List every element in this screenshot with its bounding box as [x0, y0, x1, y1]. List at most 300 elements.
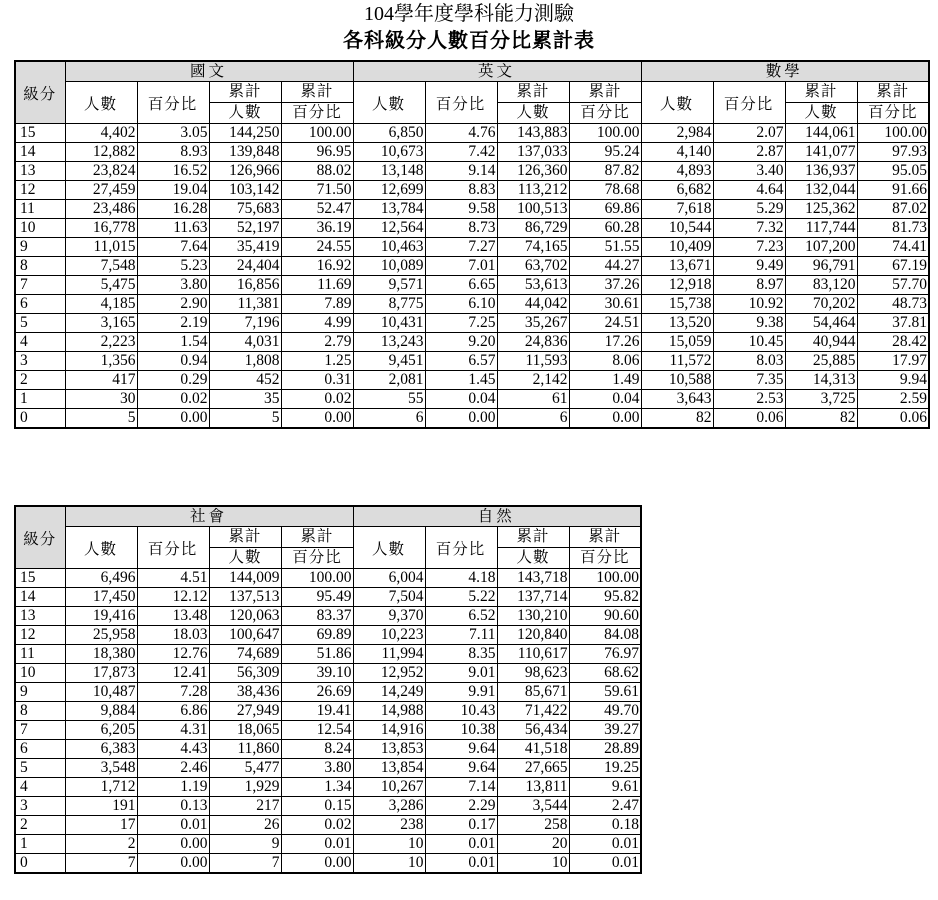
cumulative-count-cell: 107,200: [785, 238, 857, 257]
cumulative-count-cell: 25,885: [785, 352, 857, 371]
percent-cell: 3.40: [713, 162, 785, 181]
cumulative-percent-header: 百分比: [281, 103, 353, 124]
level-cell: 7: [15, 721, 65, 740]
cumulative-percent-cell: 24.55: [281, 238, 353, 257]
cumulative-count-cell: 141,077: [785, 143, 857, 162]
cumulative-percent-cell: 97.93: [857, 143, 929, 162]
cumulative-percent-cell: 4.99: [281, 314, 353, 333]
count-cell: 12,918: [641, 276, 713, 295]
cumulative-percent-cell: 95.82: [569, 588, 641, 607]
count-cell: 7,504: [353, 588, 425, 607]
header-row-columns: [15, 527, 641, 548]
level-cell: 0: [15, 409, 65, 429]
cumulative-percent-cell: 60.28: [569, 219, 641, 238]
count-cell: 13,671: [641, 257, 713, 276]
level-header: 級分: [15, 61, 65, 124]
percent-cell: 3.05: [137, 124, 209, 143]
count-cell: 2: [65, 835, 137, 854]
count-cell: 6,004: [353, 569, 425, 588]
count-cell: 7: [65, 854, 137, 874]
count-cell: 5: [65, 409, 137, 429]
percent-cell: 0.01: [425, 854, 497, 874]
percent-cell: 0.94: [137, 352, 209, 371]
level-cell: 7: [15, 276, 65, 295]
percent-cell: 8.35: [425, 645, 497, 664]
cumulative-percent-cell: 1.49: [569, 371, 641, 390]
count-cell: 3,548: [65, 759, 137, 778]
cumulative-percent-cell: 0.02: [281, 390, 353, 409]
cumulative-percent-cell: 8.24: [281, 740, 353, 759]
cumulative-count-cell: 41,518: [497, 740, 569, 759]
percent-cell: 2.46: [137, 759, 209, 778]
cumulative-percent-cell: 11.69: [281, 276, 353, 295]
percent-cell: 4.76: [425, 124, 497, 143]
cumulative-percent-cell: 9.61: [569, 778, 641, 797]
percent-cell: 0.04: [425, 390, 497, 409]
percent-cell: 8.03: [713, 352, 785, 371]
table-row: [15, 740, 641, 759]
cumulative-percent-cell: 95.24: [569, 143, 641, 162]
percent-cell: 9.01: [425, 664, 497, 683]
percent-cell: 6.86: [137, 702, 209, 721]
header-row-subjects: [15, 506, 641, 527]
count-cell: 12,952: [353, 664, 425, 683]
count-cell: 13,243: [353, 333, 425, 352]
cumulative-percent-cell: 51.86: [281, 645, 353, 664]
count-cell: 16,778: [65, 219, 137, 238]
count-cell: 9,451: [353, 352, 425, 371]
table-row: [15, 143, 929, 162]
percent-cell: 3.80: [137, 276, 209, 295]
cumulative-count-cell: 98,623: [497, 664, 569, 683]
percent-cell: 9.58: [425, 200, 497, 219]
cumulative-percent-cell: 2.79: [281, 333, 353, 352]
cumulative-count-cell: 3,725: [785, 390, 857, 409]
count-cell: 10: [353, 854, 425, 874]
cumulative-percent-cell: 37.26: [569, 276, 641, 295]
cumulative-count-cell: 137,513: [209, 588, 281, 607]
cumulative-count-cell: 4,031: [209, 333, 281, 352]
percent-cell: 2.53: [713, 390, 785, 409]
cumulative-percent-cell: 26.69: [281, 683, 353, 702]
cumulative-percent-cell: 0.01: [569, 835, 641, 854]
cumulative-count-cell: 110,617: [497, 645, 569, 664]
cumulative-count-cell: 1,929: [209, 778, 281, 797]
percent-cell: 5.22: [425, 588, 497, 607]
cumulative-percent-cell: 2.59: [857, 390, 929, 409]
table-row: [15, 835, 641, 854]
cumulative-percent-cell: 9.94: [857, 371, 929, 390]
percent-cell: 0.13: [137, 797, 209, 816]
cumulative-header: 累計: [569, 82, 641, 103]
percent-cell: 2.07: [713, 124, 785, 143]
count-cell: 11,994: [353, 645, 425, 664]
cumulative-header: 累計: [281, 527, 353, 548]
cumulative-percent-cell: 2.47: [569, 797, 641, 816]
table-row: [15, 702, 641, 721]
cumulative-count-cell: 56,309: [209, 664, 281, 683]
count-cell: 7,548: [65, 257, 137, 276]
cumulative-count-cell: 144,061: [785, 124, 857, 143]
percent-cell: 9.14: [425, 162, 497, 181]
percent-cell: 2.90: [137, 295, 209, 314]
level-cell: 12: [15, 181, 65, 200]
cumulative-percent-cell: 76.97: [569, 645, 641, 664]
level-cell: 5: [15, 759, 65, 778]
cumulative-percent-cell: 100.00: [857, 124, 929, 143]
subject-header: 國文: [65, 61, 353, 82]
table-row: [15, 854, 641, 874]
count-cell: 2,984: [641, 124, 713, 143]
percent-cell: 0.17: [425, 816, 497, 835]
cumulative-percent-cell: 52.47: [281, 200, 353, 219]
cumulative-count-cell: 144,009: [209, 569, 281, 588]
cumulative-count-cell: 13,811: [497, 778, 569, 797]
cumulative-count-cell: 35,419: [209, 238, 281, 257]
page-title: 104學年度學科能力測驗: [364, 3, 574, 25]
table-row: [15, 200, 929, 219]
count-cell: 3,165: [65, 314, 137, 333]
percent-cell: 13.48: [137, 607, 209, 626]
percent-cell: 10.38: [425, 721, 497, 740]
count-cell: 9,884: [65, 702, 137, 721]
subject-header: 自然: [353, 506, 641, 527]
cumulative-percent-cell: 95.49: [281, 588, 353, 607]
cumulative-count-cell: 20: [497, 835, 569, 854]
count-cell: 10,089: [353, 257, 425, 276]
count-cell: 23,486: [65, 200, 137, 219]
percent-cell: 0.00: [425, 409, 497, 429]
cumulative-count-cell: 96,791: [785, 257, 857, 276]
cumulative-percent-cell: 91.66: [857, 181, 929, 200]
table-row: [15, 238, 929, 257]
percent-cell: 11.63: [137, 219, 209, 238]
cumulative-percent-cell: 57.70: [857, 276, 929, 295]
table-row: [15, 664, 641, 683]
percent-cell: 8.73: [425, 219, 497, 238]
level-cell: 8: [15, 257, 65, 276]
percent-header: 百分比: [137, 527, 209, 569]
count-cell: 10,223: [353, 626, 425, 645]
cumulative-percent-header: 百分比: [569, 548, 641, 569]
count-cell: 1,356: [65, 352, 137, 371]
cumulative-percent-cell: 30.61: [569, 295, 641, 314]
cumulative-percent-cell: 1.34: [281, 778, 353, 797]
count-cell: 4,402: [65, 124, 137, 143]
cumulative-percent-cell: 0.15: [281, 797, 353, 816]
cumulative-count-cell: 44,042: [497, 295, 569, 314]
count-cell: 82: [641, 409, 713, 429]
cumulative-count-cell: 75,683: [209, 200, 281, 219]
count-cell: 17,873: [65, 664, 137, 683]
cumulative-count-header: 人數: [209, 548, 281, 569]
percent-cell: 18.03: [137, 626, 209, 645]
cumulative-percent-cell: 49.70: [569, 702, 641, 721]
level-cell: 11: [15, 200, 65, 219]
percent-cell: 4.51: [137, 569, 209, 588]
cumulative-count-cell: 24,836: [497, 333, 569, 352]
table-row: [15, 162, 929, 181]
score-table-bottom: [14, 505, 642, 874]
table-row: [15, 778, 641, 797]
cumulative-percent-header: 百分比: [569, 103, 641, 124]
level-cell: 5: [15, 314, 65, 333]
cumulative-percent-cell: 7.89: [281, 295, 353, 314]
cumulative-count-cell: 100,513: [497, 200, 569, 219]
cumulative-percent-cell: 95.05: [857, 162, 929, 181]
count-cell: 10,544: [641, 219, 713, 238]
cumulative-percent-cell: 12.54: [281, 721, 353, 740]
cumulative-count-cell: 6: [497, 409, 569, 429]
cumulative-percent-cell: 96.95: [281, 143, 353, 162]
percent-cell: 6.52: [425, 607, 497, 626]
cumulative-percent-cell: 19.25: [569, 759, 641, 778]
cumulative-count-cell: 137,714: [497, 588, 569, 607]
count-cell: 27,459: [65, 181, 137, 200]
percent-cell: 8.93: [137, 143, 209, 162]
cumulative-percent-cell: 90.60: [569, 607, 641, 626]
table-row: [15, 569, 641, 588]
percent-cell: 12.41: [137, 664, 209, 683]
cumulative-percent-cell: 16.92: [281, 257, 353, 276]
count-cell: 2,081: [353, 371, 425, 390]
count-cell: 6,383: [65, 740, 137, 759]
percent-header: 百分比: [713, 82, 785, 124]
cumulative-count-cell: 143,718: [497, 569, 569, 588]
percent-cell: 7.32: [713, 219, 785, 238]
count-cell: 14,988: [353, 702, 425, 721]
count-cell: 10,463: [353, 238, 425, 257]
table-row: [15, 352, 929, 371]
count-cell: 9,571: [353, 276, 425, 295]
table-row: [15, 257, 929, 276]
level-cell: 4: [15, 333, 65, 352]
cumulative-percent-cell: 78.68: [569, 181, 641, 200]
table-row: [15, 219, 929, 238]
percent-cell: 19.04: [137, 181, 209, 200]
cumulative-count-cell: 136,937: [785, 162, 857, 181]
cumulative-count-cell: 53,613: [497, 276, 569, 295]
cumulative-count-cell: 126,966: [209, 162, 281, 181]
cumulative-count-cell: 120,840: [497, 626, 569, 645]
cumulative-count-cell: 9: [209, 835, 281, 854]
percent-cell: 4.43: [137, 740, 209, 759]
cumulative-count-cell: 85,671: [497, 683, 569, 702]
cumulative-header: 累計: [497, 527, 569, 548]
percent-cell: 7.28: [137, 683, 209, 702]
cumulative-percent-cell: 0.01: [569, 854, 641, 874]
cumulative-count-cell: 14,313: [785, 371, 857, 390]
count-cell: 238: [353, 816, 425, 835]
count-cell: 23,824: [65, 162, 137, 181]
level-cell: 3: [15, 797, 65, 816]
count-header: 人數: [641, 82, 713, 124]
header-row-subjects: [15, 61, 929, 82]
cumulative-count-cell: 144,250: [209, 124, 281, 143]
level-header: 級分: [15, 506, 65, 569]
percent-cell: 0.00: [137, 835, 209, 854]
count-cell: 6,682: [641, 181, 713, 200]
percent-cell: 9.64: [425, 759, 497, 778]
table-row: [15, 181, 929, 200]
cumulative-count-header: 人數: [497, 103, 569, 124]
cumulative-percent-cell: 0.00: [281, 854, 353, 874]
percent-cell: 10.45: [713, 333, 785, 352]
percent-cell: 10.92: [713, 295, 785, 314]
percent-cell: 6.10: [425, 295, 497, 314]
cumulative-count-cell: 38,436: [209, 683, 281, 702]
cumulative-count-cell: 117,744: [785, 219, 857, 238]
count-cell: 5,475: [65, 276, 137, 295]
count-cell: 7,618: [641, 200, 713, 219]
count-cell: 4,893: [641, 162, 713, 181]
count-cell: 8,775: [353, 295, 425, 314]
cumulative-count-cell: 3,544: [497, 797, 569, 816]
count-cell: 6,205: [65, 721, 137, 740]
cumulative-count-cell: 11,381: [209, 295, 281, 314]
level-cell: 0: [15, 854, 65, 874]
level-cell: 10: [15, 664, 65, 683]
count-cell: 15,059: [641, 333, 713, 352]
percent-cell: 7.35: [713, 371, 785, 390]
cumulative-percent-cell: 67.19: [857, 257, 929, 276]
page-subtitle: 各科級分人數百分比累計表: [343, 30, 595, 52]
cumulative-count-cell: 71,422: [497, 702, 569, 721]
percent-cell: 7.42: [425, 143, 497, 162]
cumulative-percent-header: 百分比: [857, 103, 929, 124]
count-cell: 13,148: [353, 162, 425, 181]
cumulative-percent-cell: 0.02: [281, 816, 353, 835]
count-cell: 6,850: [353, 124, 425, 143]
cumulative-count-header: 人數: [785, 103, 857, 124]
cumulative-percent-cell: 68.62: [569, 664, 641, 683]
count-header: 人數: [65, 527, 137, 569]
cumulative-count-cell: 452: [209, 371, 281, 390]
level-cell: 15: [15, 124, 65, 143]
cumulative-percent-cell: 88.02: [281, 162, 353, 181]
cumulative-count-cell: 7,196: [209, 314, 281, 333]
cumulative-count-cell: 63,702: [497, 257, 569, 276]
table-row: [15, 276, 929, 295]
cumulative-percent-cell: 81.73: [857, 219, 929, 238]
percent-cell: 4.18: [425, 569, 497, 588]
table-row: [15, 683, 641, 702]
percent-cell: 12.12: [137, 588, 209, 607]
cumulative-percent-cell: 69.89: [281, 626, 353, 645]
level-cell: 2: [15, 371, 65, 390]
cumulative-percent-cell: 74.41: [857, 238, 929, 257]
cumulative-count-cell: 11,593: [497, 352, 569, 371]
cumulative-count-cell: 83,120: [785, 276, 857, 295]
table-row: [15, 797, 641, 816]
cumulative-percent-cell: 0.00: [569, 409, 641, 429]
cumulative-percent-cell: 17.26: [569, 333, 641, 352]
table-row: [15, 645, 641, 664]
percent-header: 百分比: [137, 82, 209, 124]
percent-cell: 5.23: [137, 257, 209, 276]
cumulative-count-cell: 61: [497, 390, 569, 409]
cumulative-count-cell: 217: [209, 797, 281, 816]
percent-cell: 7.25: [425, 314, 497, 333]
percent-cell: 7.11: [425, 626, 497, 645]
count-cell: 3,286: [353, 797, 425, 816]
percent-cell: 4.64: [713, 181, 785, 200]
count-cell: 12,882: [65, 143, 137, 162]
percent-cell: 0.01: [137, 816, 209, 835]
cumulative-count-cell: 113,212: [497, 181, 569, 200]
level-cell: 6: [15, 740, 65, 759]
percent-cell: 0.06: [713, 409, 785, 429]
cumulative-percent-cell: 100.00: [281, 569, 353, 588]
cumulative-percent-cell: 51.55: [569, 238, 641, 257]
count-cell: 13,853: [353, 740, 425, 759]
table-row: [15, 333, 929, 352]
count-cell: 6: [353, 409, 425, 429]
cumulative-count-cell: 86,729: [497, 219, 569, 238]
cumulative-count-cell: 126,360: [497, 162, 569, 181]
percent-cell: 10.43: [425, 702, 497, 721]
count-cell: 12,564: [353, 219, 425, 238]
percent-header: 百分比: [425, 527, 497, 569]
cumulative-percent-cell: 100.00: [569, 124, 641, 143]
cumulative-count-header: 人數: [209, 103, 281, 124]
cumulative-count-cell: 26: [209, 816, 281, 835]
cumulative-count-cell: 100,647: [209, 626, 281, 645]
cumulative-header: 累計: [209, 82, 281, 103]
level-cell: 13: [15, 607, 65, 626]
count-cell: 11,015: [65, 238, 137, 257]
count-cell: 17,450: [65, 588, 137, 607]
table-row: [15, 371, 929, 390]
cumulative-percent-cell: 69.86: [569, 200, 641, 219]
level-cell: 9: [15, 238, 65, 257]
cumulative-percent-cell: 59.61: [569, 683, 641, 702]
level-cell: 3: [15, 352, 65, 371]
percent-cell: 7.27: [425, 238, 497, 257]
cumulative-count-cell: 74,689: [209, 645, 281, 664]
percent-cell: 7.23: [713, 238, 785, 257]
cumulative-percent-header: 百分比: [281, 548, 353, 569]
cumulative-count-cell: 139,848: [209, 143, 281, 162]
level-cell: 8: [15, 702, 65, 721]
table-row: [15, 588, 641, 607]
percent-cell: 6.57: [425, 352, 497, 371]
cumulative-header: 累計: [569, 527, 641, 548]
count-cell: 2,223: [65, 333, 137, 352]
cumulative-percent-cell: 0.01: [281, 835, 353, 854]
count-cell: 11,572: [641, 352, 713, 371]
cumulative-count-cell: 130,210: [497, 607, 569, 626]
cumulative-count-cell: 35: [209, 390, 281, 409]
level-cell: 2: [15, 816, 65, 835]
count-cell: 10,409: [641, 238, 713, 257]
percent-cell: 8.97: [713, 276, 785, 295]
percent-cell: 1.45: [425, 371, 497, 390]
count-cell: 15,738: [641, 295, 713, 314]
score-table-top: [14, 60, 930, 429]
cumulative-percent-cell: 100.00: [569, 569, 641, 588]
count-cell: 191: [65, 797, 137, 816]
header-row-columns: [15, 82, 929, 103]
table-row: [15, 124, 929, 143]
cumulative-count-cell: 5: [209, 409, 281, 429]
cumulative-percent-cell: 19.41: [281, 702, 353, 721]
cumulative-count-cell: 16,856: [209, 276, 281, 295]
cumulative-percent-cell: 39.10: [281, 664, 353, 683]
cumulative-count-cell: 54,464: [785, 314, 857, 333]
level-cell: 14: [15, 143, 65, 162]
cumulative-percent-cell: 1.25: [281, 352, 353, 371]
